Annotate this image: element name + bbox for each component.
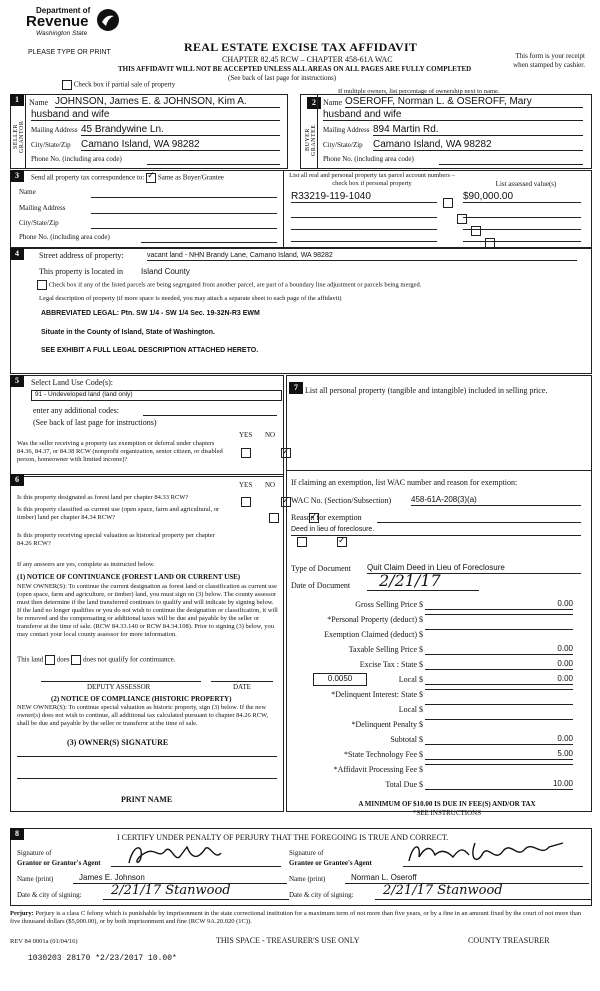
notice2-title: (2) NOTICE OF COMPLIANCE (HISTORIC PROPERTY) — [51, 695, 232, 703]
same-as-label: Same as Buyer/Grantee — [157, 173, 224, 182]
section-4-number: 4 — [10, 248, 24, 260]
does-checkbox[interactable] — [45, 655, 55, 665]
section-8 — [10, 828, 592, 906]
s3-mailing-label: Mailing Address — [19, 204, 66, 212]
dept-line3: Washington State — [36, 30, 88, 37]
dept-line2: Revenue — [26, 13, 89, 30]
personal-property-label: List all personal property (tangible and intangible) included in selling price. — [305, 386, 548, 395]
form-title: REAL ESTATE EXCISE TAX AFFIDAVIT — [184, 40, 418, 54]
does-not-label: does not — [83, 655, 107, 664]
buyer-phone[interactable] — [439, 155, 583, 165]
reason-label: Reason for exemption — [291, 513, 362, 522]
local-rate-box[interactable]: 0.0050 — [313, 673, 367, 686]
type-or-print: PLEASE TYPE OR PRINT — [28, 49, 111, 56]
s5-no-label: NO — [265, 431, 276, 439]
seller-name-line2[interactable]: husband and wife — [31, 109, 280, 121]
tax-row-label: *Affidavit Processing Fee $ — [333, 765, 423, 774]
additional-codes-input[interactable] — [143, 406, 277, 416]
select-land-use-label: Select Land Use Code(s): — [31, 378, 113, 387]
tax-row-value[interactable]: 0.00 — [425, 644, 573, 655]
deputy-assessor-label: DEPUTY ASSESSOR — [87, 683, 151, 691]
current-use-question: Is this property classified as current use (open space, farm and agricultural, or timber) land per chapter 84.34 RCW? — [17, 506, 220, 521]
send-label: Send all property tax correspondence to: — [31, 173, 145, 182]
print-name-label: PRINT NAME — [121, 795, 173, 804]
if-yes-note: If any answers are yes, complete as instructed below. — [17, 561, 155, 568]
receipt-note1: This form is your receipt — [515, 52, 585, 60]
grantor-date-city[interactable]: 2/21/17 Stanwood — [103, 883, 289, 900]
section-1-number: 1 — [10, 94, 24, 106]
grantee-name-label: Name (print) — [289, 875, 326, 883]
buyer-city-label: City/State/Zip — [323, 141, 363, 149]
seller-name-line1[interactable]: JOHNSON, James E. & JOHNSON, Kim A. — [55, 96, 280, 108]
s3-phone-input[interactable] — [141, 233, 277, 243]
exemption-yes-checkbox[interactable] — [241, 448, 251, 458]
grantor-date-city-label: Date & city of signing: — [17, 891, 82, 899]
s5-yes-label: YES — [239, 431, 253, 439]
buyer-name-line2[interactable]: husband and wife — [323, 109, 583, 121]
buyer-mailing[interactable]: 894 Martin Rd. — [373, 124, 583, 136]
legal-line1: ABBREVIATED LEGAL: Ptn. SW 1/4 - SW 1/4 Sec. 19-32N-R3 EWM — [41, 310, 260, 317]
notice1-text: NEW OWNER(S): To continue the current designation as forest land or classification as current use (open space, farm and agriculture, or timber) land, you must sign on (3) below. The county assessor must then determine if the land transferred continues to qualify and will indicate by signing below. If the land no longer qualifies or you do not wish to continue the designation or classification, it will be removed and the compensating or additional taxes will be due and payable by the seller or transferor at the time of sale. (RCW 84.33.140 or RCW 84.34.108). Prior to signing (3) below, you may contact your local county assessor for more information. — [17, 583, 278, 638]
tax-row-value[interactable] — [425, 614, 573, 615]
seller-section — [10, 94, 288, 169]
wac-label: WAC No. (Section/Subsection) — [291, 496, 392, 505]
tax-row-value[interactable] — [425, 689, 573, 690]
doc-type[interactable]: Quit Claim Deed in Lieu of Foreclosure — [367, 563, 581, 574]
minimum-due: A MINIMUM OF $10.00 IS DUE IN FEE(S) AND/OR TAX — [358, 800, 536, 808]
tax-row-value[interactable]: 5.00 — [425, 749, 573, 760]
grantee-signature-line — [403, 865, 583, 867]
tax-row-label: *Delinquent Penalty $ — [351, 720, 423, 729]
seller-side-label: SELLER GRANTOR — [13, 120, 25, 154]
parcel-header: List all real and personal property tax parcel account numbers – check box if personal property — [289, 172, 455, 187]
tax-row — [287, 673, 591, 688]
additional-codes-label: enter any additional codes: — [33, 406, 119, 415]
rev-code: REV 84 0001a (01/04/16) — [10, 938, 78, 945]
parcel-row-4[interactable] — [291, 240, 437, 242]
buyer-name-label: Name — [323, 98, 343, 107]
assessed-row-4[interactable] — [463, 240, 581, 242]
grantee-date-city-label: Date & city of signing: — [289, 891, 354, 899]
certify-statement: I CERTIFY UNDER PENALTY OF PERJURY THAT THE FOREGOING IS TRUE AND CORRECT. — [117, 833, 449, 842]
tax-row — [287, 688, 591, 703]
doc-date-label: Date of Document — [291, 581, 351, 590]
s3-city-label: City/State/Zip — [19, 219, 59, 227]
tax-row-label: *Personal Property (deduct) $ — [327, 615, 423, 624]
section-7 — [286, 375, 592, 817]
grantor-signature-line — [111, 865, 281, 867]
section-3-number: 3 — [10, 170, 24, 182]
land-use-select[interactable]: 91 - Undeveloped land (land only) — [31, 390, 282, 401]
grantee-agent-label: Grantee or Grantee's Agent — [289, 859, 372, 867]
does-not-checkbox[interactable] — [71, 655, 81, 665]
tax-row-label: Total Due $ — [385, 780, 423, 789]
exemption-question: Was the seller receiving a property tax exemption or deferral under chapters 84.36, 84.37, or 84.38 RCW (nonprofit organization, senior citizen, or disabled person, homeowner with limited income)? — [17, 440, 223, 463]
buyer-section — [300, 94, 592, 169]
legal-line3: SEE EXHIBIT A FULL LEGAL DESCRIPTION ATTACHED HERETO. — [41, 347, 259, 354]
notice2-text: NEW OWNER(S): To continue special valuation as historic property, sign (3) below. If the new owner(s) does not wish to continue, all additional tax calculated pursuant to chapter 84.26 RCW, shall be due and payable by the seller or transferor at the time of sale. — [17, 704, 269, 727]
tax-row-label: Local $ — [398, 675, 423, 684]
grantee-sig-label: Signature of — [289, 849, 324, 857]
tax-row — [287, 628, 591, 643]
section-8-number: 8 — [10, 828, 24, 840]
doc-type-label: Type of Document — [291, 564, 351, 573]
perjury-text: Perjury is a class C felony which is punishable by imprisonment in the state correctional institution for a maximum term of not more than five years, or by a fine in an amount fixed by the court of not more than five thousand dollars ($5,000.00), or by both imprisonment and fine (RCW 9A.20.020 (1C)). — [10, 910, 582, 925]
send-correspondence — [31, 173, 224, 183]
reason-line[interactable] — [377, 513, 581, 523]
notice1-title: (1) NOTICE OF CONTINUANCE (FOREST LAND OR CURRENT USE) — [17, 573, 241, 581]
tax-row-label: *State Technology Fee $ — [343, 750, 423, 759]
legal-line2: Situate in the County of Island, State of Washington. — [41, 329, 215, 336]
dept-line1: Department of — [36, 6, 91, 15]
section-2-number: 2 — [307, 97, 321, 109]
exemption-label: If claiming an exemption, list WAC number and reason for exemption: — [291, 478, 518, 487]
tax-row-label: *Delinquent Interest: State $ — [331, 690, 423, 699]
section-3 — [10, 170, 592, 248]
buyer-name-line1[interactable]: OSEROFF, Norman L. & OSEROFF, Mary — [345, 96, 583, 108]
forest-yes-checkbox[interactable] — [241, 497, 251, 507]
seller-phone-label: Phone No. (including area code) — [31, 155, 122, 163]
seller-city-label: City/State/Zip — [31, 141, 71, 149]
tax-row-value[interactable] — [425, 764, 573, 765]
assessed-row-2[interactable] — [463, 216, 581, 218]
grantor-agent-label: Grantor or Grantor's Agent — [17, 859, 101, 867]
assessed-header: List assessed value(s) — [495, 180, 557, 188]
wac-number[interactable]: 458-61A-208(3)(a) — [411, 495, 581, 506]
located-label: This property is located in — [39, 267, 123, 276]
seller-name-label: Name — [29, 98, 49, 107]
tax-row-label: Subtotal $ — [390, 735, 423, 744]
tax-row — [287, 778, 591, 793]
tax-row — [287, 718, 591, 733]
deputy-assessor-line[interactable] — [41, 675, 201, 682]
grantor-printed-name[interactable]: James E. Johnson — [73, 873, 287, 884]
segregated-label: Check box if any of the listed parcels are being segregated from another parcel, are part of a boundary line adjustment or parcels being merged. — [48, 281, 422, 289]
does-label: does — [56, 655, 70, 664]
assessed-value[interactable]: $90,000.00 — [463, 191, 581, 203]
tax-row-value[interactable]: 0.00 — [425, 659, 573, 670]
street-address[interactable]: vacant land - NHN Brandy Lane, Camano Island, WA 98282 — [147, 251, 577, 261]
tax-row-value[interactable] — [425, 704, 573, 705]
s6-yes-label: YES — [239, 481, 253, 489]
tax-row — [287, 748, 591, 763]
owner-signature-line[interactable] — [17, 755, 277, 757]
tax-row-value[interactable]: 0.00 — [425, 734, 573, 745]
grantee-signature[interactable] — [403, 835, 573, 869]
see-instructions: *SEE INSTRUCTIONS — [412, 809, 482, 817]
tax-row-label: Taxable Selling Price $ — [348, 645, 423, 654]
chapter-line: CHAPTER 82.45 RCW – CHAPTER 458-61A WAC — [222, 55, 393, 64]
seller-mailing-label: Mailing Address — [31, 126, 78, 134]
tax-row-label: Local $ — [398, 705, 423, 714]
s3-city-input[interactable] — [91, 219, 277, 229]
warning-line: THIS AFFIDAVIT WILL NOT BE ACCEPTED UNLESS ALL AREAS ON ALL PAGES ARE FULLY COMPLETED — [118, 65, 472, 73]
section-5-number: 5 — [10, 375, 24, 387]
seller-phone[interactable] — [147, 155, 280, 165]
s3-name-label: Name — [19, 188, 36, 196]
tax-row — [287, 658, 591, 673]
tax-row-label: Exemption Claimed (deduct) $ — [324, 630, 423, 639]
continuance-row — [17, 655, 175, 665]
multiple-owners-note: If multiple owners, list percentage of ownership next to name. — [338, 88, 500, 95]
buyer-mailing-label: Mailing Address — [323, 126, 370, 134]
county[interactable]: Island County — [141, 267, 190, 276]
grantor-name-label: Name (print) — [17, 875, 54, 883]
tax-row-label: Excise Tax : State $ — [359, 660, 423, 669]
segregated-row — [37, 280, 587, 290]
owner-signature-label: (3) OWNER(S) SIGNATURE — [67, 738, 169, 747]
assessed-row-3[interactable] — [463, 228, 581, 230]
section-6 — [10, 474, 284, 812]
historic-question: Is this property receiving special valuation as historical property per chapter 84.26 RCW? — [17, 532, 215, 547]
section-6-number: 6 — [10, 474, 24, 486]
grantee-printed-name[interactable]: Norman L. Oseroff — [345, 873, 589, 884]
partial-sale-label: Check box if partial sale of property — [73, 80, 176, 89]
wa-logo-icon — [96, 8, 120, 32]
legal-label: Legal description of property (if more space is needed, you may attach a separate sheet to each page of the affidavit) — [39, 295, 342, 302]
section-7-number: 7 — [289, 382, 303, 394]
seller-city[interactable]: Camano Island, WA 98282 — [81, 139, 280, 151]
s6-no-label: NO — [265, 481, 276, 489]
doc-date[interactable]: 2/21/17 — [367, 572, 479, 591]
buyer-side-label: BUYER GRANTEE — [305, 124, 317, 156]
s3-mailing-input[interactable] — [91, 204, 277, 214]
perjury-label: Perjury: — [10, 910, 34, 917]
tax-row-value[interactable] — [425, 629, 573, 630]
reason-line-2[interactable] — [291, 534, 581, 536]
assessor-date-label: DATE — [233, 683, 251, 691]
street-label: Street address of property: — [39, 251, 124, 260]
tax-row-label: Gross Selling Price $ — [355, 600, 423, 609]
tax-row — [287, 733, 591, 748]
seller-mailing[interactable]: 45 Brandywine Ln. — [81, 124, 280, 136]
same-as-buyer-checkbox[interactable] — [146, 173, 156, 183]
grantee-date-city[interactable]: 2/21/17 Stanwood — [375, 883, 591, 900]
parcel-number[interactable]: R33219-119-1040 — [291, 191, 437, 203]
tax-row-value[interactable]: 0.00 — [425, 674, 573, 685]
tax-row — [287, 598, 591, 613]
reason-text[interactable]: Deed in lieu of foreclosure. — [291, 526, 375, 533]
current-use-yes-checkbox[interactable] — [269, 513, 279, 523]
tax-row-value[interactable]: 0.00 — [425, 599, 573, 610]
tax-row — [287, 613, 591, 628]
see-back: (See back of last page for instructions) — [228, 74, 337, 82]
perjury-notice — [10, 910, 590, 926]
treasurer-stamp: 1030203 28170 *2/23/2017 10.00* — [28, 954, 177, 963]
dor-logo — [18, 6, 98, 42]
segregated-checkbox[interactable] — [37, 280, 47, 290]
buyer-city[interactable]: Camano Island, WA 98282 — [373, 139, 583, 151]
receipt-note2: when stamped by cashier. — [513, 61, 585, 69]
parcel-row-2[interactable] — [291, 216, 437, 218]
buyer-phone-label: Phone No. (including area code) — [323, 155, 414, 163]
section-4 — [10, 248, 592, 374]
forest-question: Is this property designated as forest land per chapter 84.33 RCW? — [17, 494, 189, 501]
parcel-personal-checkbox-1[interactable] — [443, 198, 453, 208]
s3-name-input[interactable] — [91, 188, 277, 198]
s5-see-back: (See back of last page for instructions) — [33, 418, 157, 427]
tax-row — [287, 763, 591, 778]
treasurer-space: THIS SPACE - TREASURER'S USE ONLY — [216, 936, 360, 945]
assessor-date-line[interactable] — [211, 675, 273, 682]
s3-phone-label: Phone No. (including area code) — [19, 233, 110, 241]
tax-row — [287, 703, 591, 718]
tax-row-value[interactable]: 10.00 — [425, 779, 573, 790]
partial-sale-row — [62, 80, 175, 90]
print-name-line[interactable] — [17, 777, 277, 779]
qualify-label: qualify for continuance. — [108, 655, 176, 664]
grantor-sig-label: Signature of — [17, 849, 52, 857]
tax-row — [287, 643, 591, 658]
partial-sale-checkbox[interactable] — [62, 80, 72, 90]
section-5 — [10, 375, 284, 477]
parcel-row-3[interactable] — [291, 228, 437, 230]
county-treasurer: COUNTY TREASURER — [468, 936, 550, 945]
tax-row-value[interactable] — [425, 719, 573, 720]
this-land-label: This land — [17, 655, 44, 664]
